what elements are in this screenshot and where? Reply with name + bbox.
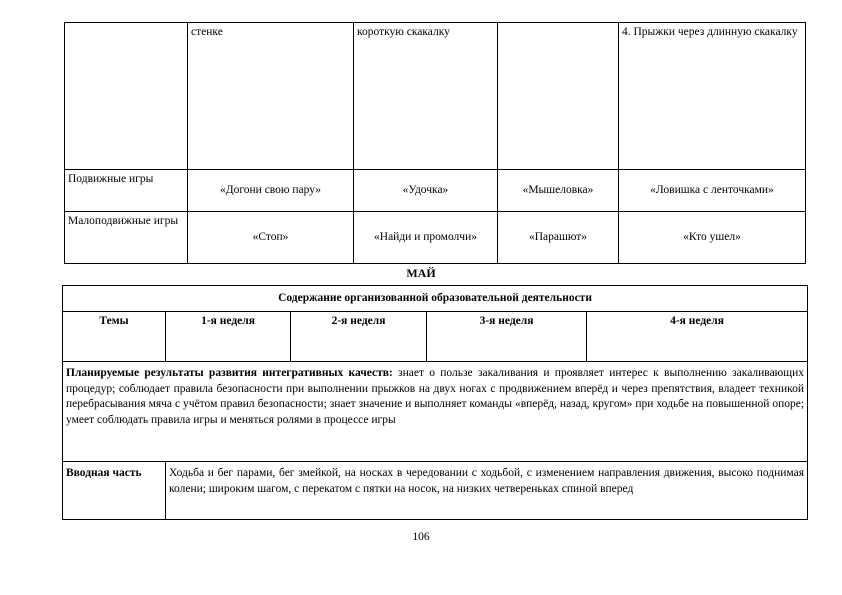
exercise-week4: 4. Прыжки через длинную скакалку	[619, 23, 806, 170]
exercise-label-cell	[65, 23, 188, 170]
mobile-games-label: Подвижные игры	[65, 170, 188, 212]
page-number: 106	[412, 531, 430, 543]
exercise-row	[65, 23, 806, 170]
mobile-game-week3: «Мышеловка»	[498, 170, 619, 212]
column-week-3: 3-я неделя	[427, 312, 587, 362]
content-table	[62, 285, 808, 520]
mobile-game-week4: «Ловишка с ленточками»	[619, 170, 806, 212]
intro-row	[63, 462, 808, 520]
exercise-week2: короткую скакалку	[354, 23, 498, 170]
content-header-row	[63, 286, 808, 312]
exercise-week3	[498, 23, 619, 170]
content-header: Содержание организованной образовательной деятельности	[63, 286, 808, 312]
mobile-game-week2: «Удочка»	[354, 170, 498, 212]
planned-results-text: знает о пользе закаливания и проявляет интерес к выполнению закаливающих процедур; соблюдает правила безопасности при выполнении прыжков на двух ногах с продвижением вперёд и через препятствия, владеет техникой перебрасывания мяча с учётом правил безопасности; знает значение и выполняет команды «вперёд, назад, кругом» при ходьбе на повышенной опоре; умеет соблюдать правила игры и меняться ролями в процессе игры	[66, 367, 805, 426]
low-mobility-game-week3: «Парашют»	[498, 212, 619, 264]
column-week-4: 4-я неделя	[587, 312, 808, 362]
low-mobility-games-row	[65, 212, 806, 264]
low-mobility-game-week1: «Стоп»	[188, 212, 354, 264]
low-mobility-game-week4: «Кто ушел»	[619, 212, 806, 264]
column-week-1: 1-я неделя	[166, 312, 291, 362]
exercise-week1: стенке	[188, 23, 354, 170]
planned-results-cell	[63, 362, 808, 462]
column-week-2: 2-я неделя	[291, 312, 427, 362]
themes-row	[63, 312, 808, 362]
mobile-game-week1: «Догони свою пару»	[188, 170, 354, 212]
mobile-games-row	[65, 170, 806, 212]
low-mobility-games-label: Малоподвижные игры	[65, 212, 188, 264]
month-heading: МАЙ	[406, 266, 436, 280]
column-themes: Темы	[63, 312, 166, 362]
planned-results-label: Планируемые результаты развития интегративных качеств:	[66, 367, 393, 379]
low-mobility-game-week2: «Найди и промолчи»	[354, 212, 498, 264]
activities-table	[64, 22, 806, 264]
intro-label: Вводная часть	[63, 462, 166, 520]
planned-results-row	[63, 362, 808, 462]
intro-text: Ходьба и бег парами, бег змейкой, на носках в чередовании с ходьбой, с изменением направления движения, высоко поднимая колени; широким шагом, с перекатом с пятки на носок, на низких четвереньках спиной вперед	[166, 462, 808, 520]
